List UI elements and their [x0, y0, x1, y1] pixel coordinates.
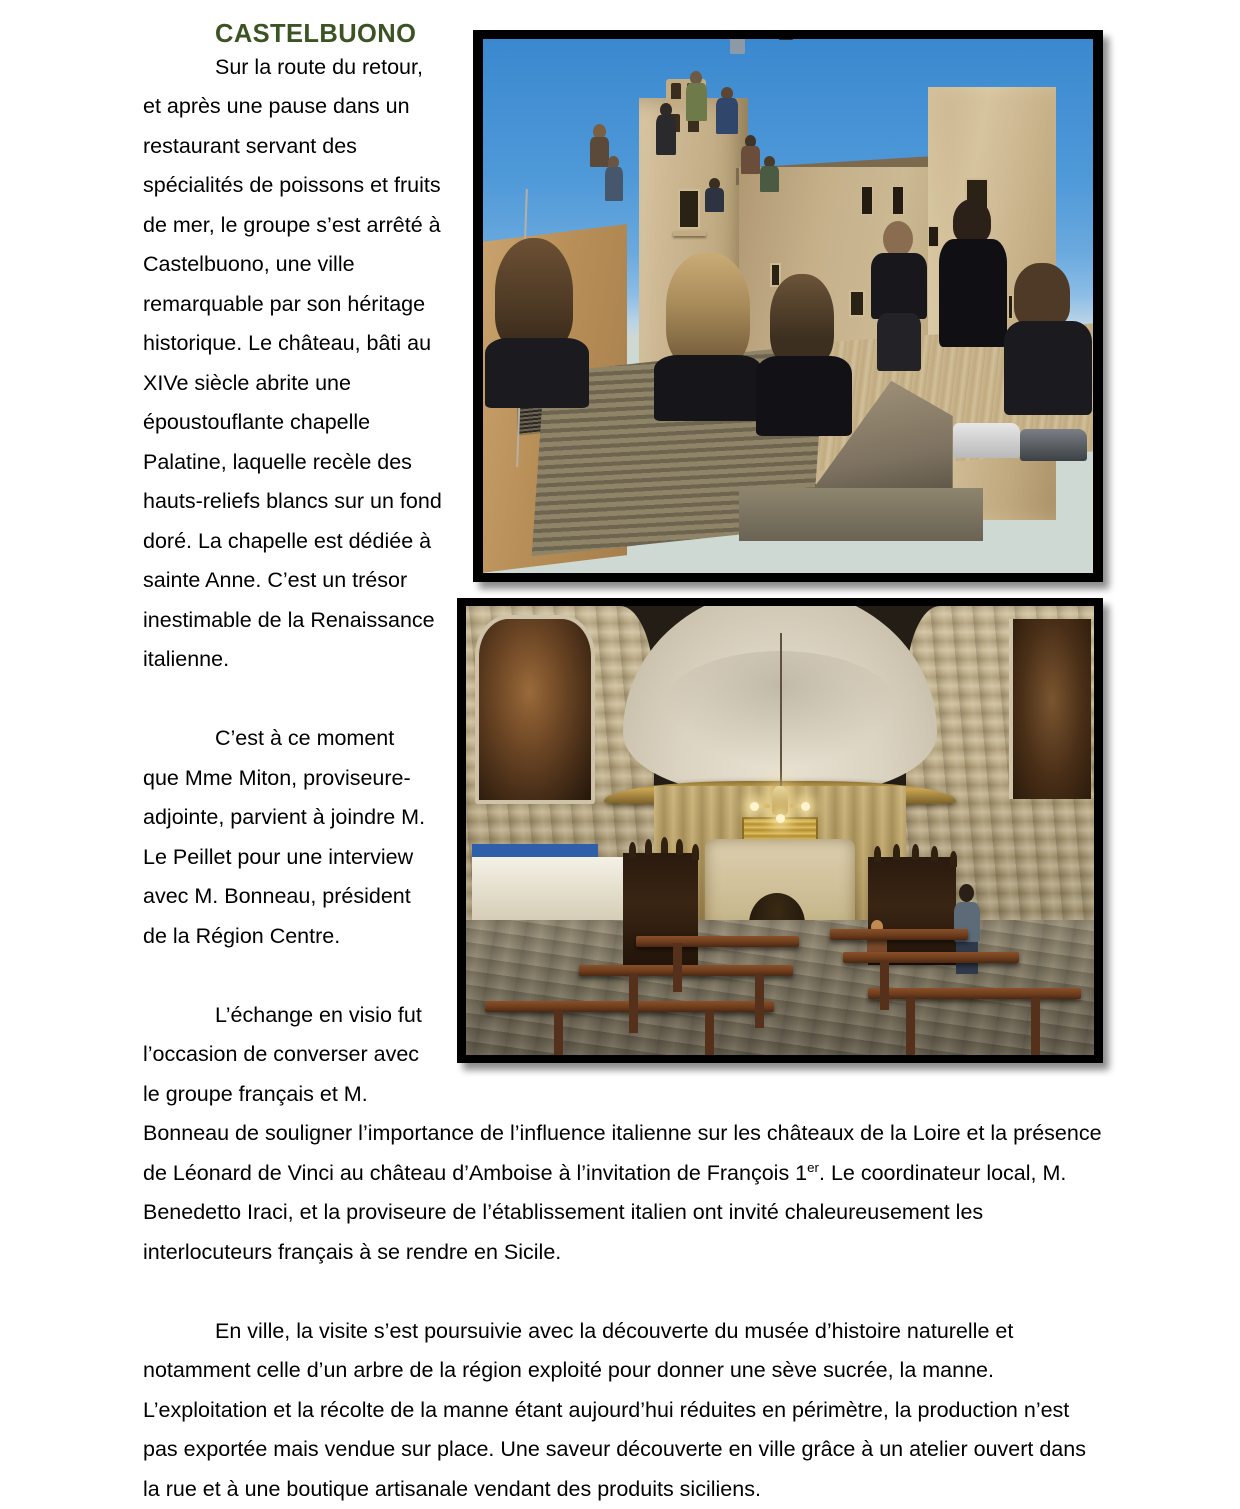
document-body — [143, 22, 1103, 1509]
paragraph-1: Sur la route du retour, et après une pause dans un restaurant servant des spécialités de poissons et fruits de mer, le groupe s’est arrêté à Castelbuono, une ville remarquable par son héritage historique. Le château, bâti au XIVe siècle abrite une époustouflante chapelle Palatine, laquelle recèle des hauts-reliefs blancs sur un fond doré. La chapelle est dédiée à sainte Anne. C’est un trésor inestimable de la Renaissance italienne. — [143, 48, 1103, 680]
page-title: CASTELBUONO — [215, 22, 1103, 48]
castle-photo-frame — [473, 30, 1103, 582]
paragraph-2: C’est à ce moment que Mme Miton, proviseure-adjointe, parvient à joindre M. Le Peillet pour une interview avec M. Bonneau, président de la Région Centre. — [143, 719, 1103, 956]
paragraph-spacer-3 — [143, 1272, 1103, 1312]
paragraph-3-part-a: L’échange en visio fut l’occasion de converser avec le groupe français et M. Bonneau de souligner l’importance de l’influence italienne sur les châteaux de la Loire et la présence de Léonard de Vinci au château d’Amboise à l’invitation de François 1 — [143, 1003, 1102, 1185]
chapel-photo — [466, 606, 1094, 1055]
ordinal-suffix: er — [807, 1159, 819, 1174]
castle-photo — [483, 39, 1093, 573]
chapel-photo-frame — [457, 598, 1103, 1063]
paragraph-3-part-b: . Le coordinateur local, M. Benedetto Iraci, et la proviseure de l’établissement italien ont invité chaleureusement les interlocuteurs français à se rendre en Sicile. — [143, 1161, 1066, 1264]
paragraph-4: En ville, la visite s’est poursuivie avec la découverte du musée d’histoire naturelle et notamment celle d’un arbre de la région exploité pour donner une sève sucrée, la manne. L’exploitation et la récolte de la manne étant aujourd’hui réduites en périmètre, la production n’est pas exportée mais vendue sur place. Une saveur découverte en ville grâce à un atelier ouvert dans la rue et à une boutique artisanale vendant des produits siciliens. — [143, 1312, 1103, 1509]
